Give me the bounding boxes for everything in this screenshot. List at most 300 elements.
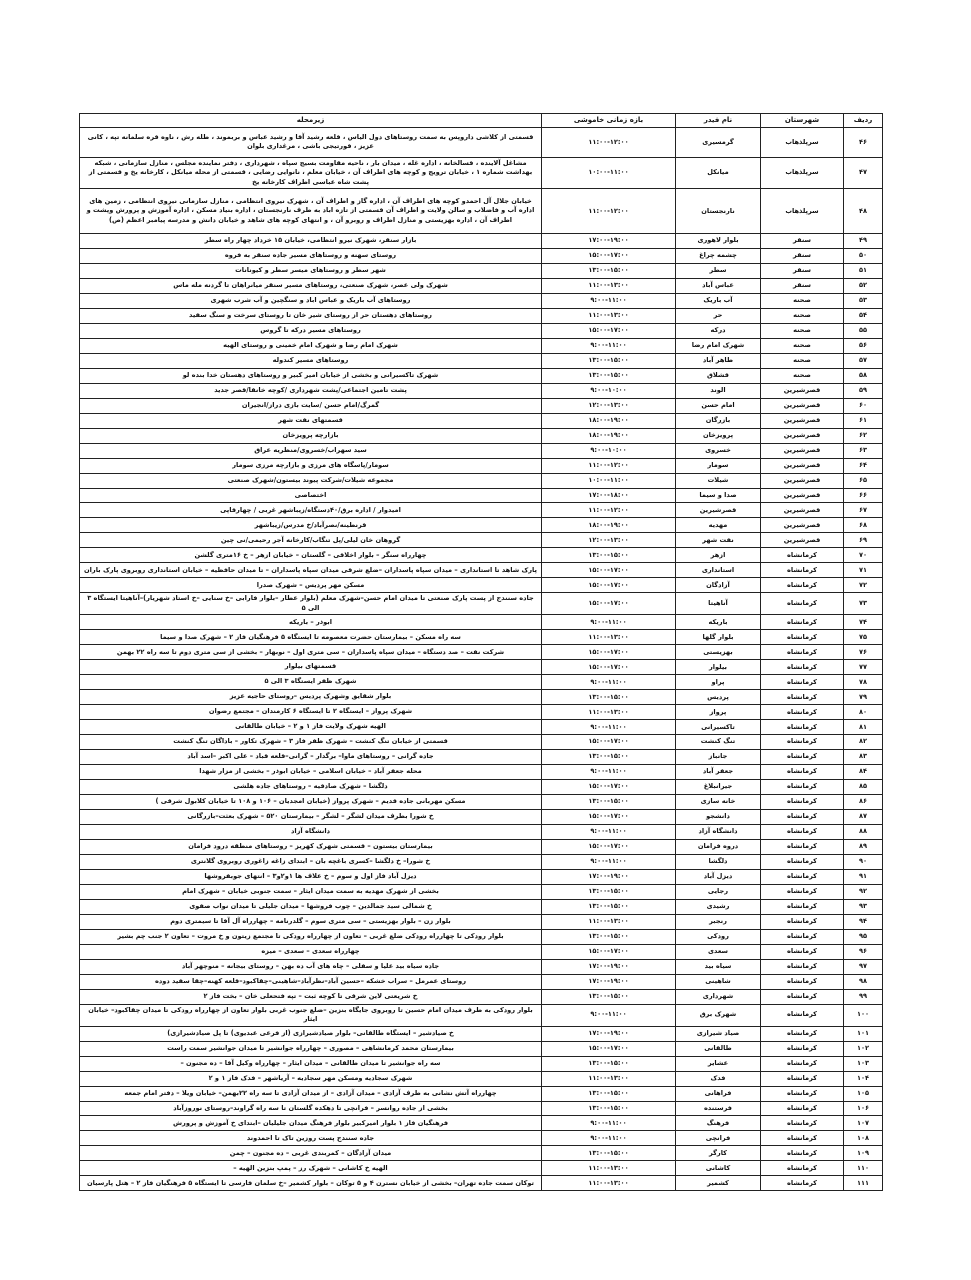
time-window-cell: ۱۵:۰۰-۱۷:۰۰ xyxy=(542,780,676,795)
time-window-cell: ۱۱:۰۰-۱۲:۰۰ xyxy=(542,189,676,234)
row-number-cell: ۹۰ xyxy=(844,854,883,869)
table-row xyxy=(80,705,883,720)
header-area: زیرمحله xyxy=(80,114,542,128)
feeder-cell: شاهینی xyxy=(676,974,761,989)
feeder-cell: جعفر آباد xyxy=(676,765,761,780)
table-row xyxy=(80,1161,883,1176)
row-number-cell: ۸۳ xyxy=(844,750,883,765)
table-row xyxy=(80,413,883,428)
table-row xyxy=(80,383,883,398)
feeder-cell: پرواز xyxy=(676,705,761,720)
table-row xyxy=(80,473,883,488)
time-window-cell: ۱۲:۰۰-۱۳:۰۰ xyxy=(542,533,676,548)
time-window-cell: ۹:۰۰-۱۱:۰۰ xyxy=(542,824,676,839)
time-window-cell: ۱۳:۰۰-۱۵:۰۰ xyxy=(542,884,676,899)
row-number-cell: ۴۷ xyxy=(844,157,883,189)
area-cell: بلوار شقایق وشهرک پردیس –روستای حاجیه عزیز xyxy=(80,690,542,705)
outage-table xyxy=(79,113,883,1191)
city-cell: کرمانشاه xyxy=(761,1176,844,1191)
city-cell: کرمانشاه xyxy=(761,660,844,675)
city-cell: سرپلذهاب xyxy=(761,189,844,234)
time-window-cell: ۱۱:۰۰-۱۳:۰۰ xyxy=(542,278,676,293)
city-cell: کرمانشاه xyxy=(761,959,844,974)
city-cell: کرمانشاه xyxy=(761,615,844,630)
table-row xyxy=(80,1041,883,1056)
feeder-cell: ازهر xyxy=(676,548,761,563)
area-cell: خ صیادشیر – ایستگاه طالقانی– بلوار صیادشیرازی (از فرعی عبدیوی) تا پل صیادشیرازی) xyxy=(80,1026,542,1041)
area-cell: جاده سنندج پست روزین تاک تا احمدوند xyxy=(80,1131,542,1146)
time-window-cell: ۱۱:۰۰-۱۳:۰۰ xyxy=(542,1071,676,1086)
time-window-cell: ۱۷:۰۰-۱۹:۰۰ xyxy=(542,869,676,884)
area-cell: روستای سهنه و روستاهای مسیر جاده سنقر به فروه xyxy=(80,249,542,264)
area-cell: شهرک تاکسیرانی و بخشی از خیابان امیر کبیر و روستاهای دهستان خدا بنده لو xyxy=(80,368,542,383)
feeder-cell: کشمیر xyxy=(676,1176,761,1191)
row-number-cell: ۶۶ xyxy=(844,488,883,503)
area-cell: الهیه شهرک ولایت فاز ۱ و ۲ – خیابان طالقانی xyxy=(80,720,542,735)
time-window-cell: ۱۵:۰۰-۱۷:۰۰ xyxy=(542,593,676,615)
header-time-window: بازه زمانی خاموشی xyxy=(542,114,676,128)
area-cell: روستاهای آب باریک و عباس اباد و سنگچین و آب شرب شهری xyxy=(80,293,542,308)
feeder-cell: قشلاق xyxy=(676,368,761,383)
feeder-cell: دروه فرامان xyxy=(676,839,761,854)
feeder-cell: سطر xyxy=(676,263,761,278)
time-window-cell: ۱۵:۰۰-۱۷:۰۰ xyxy=(542,660,676,675)
table-row xyxy=(80,1131,883,1146)
feeder-cell: سعدی xyxy=(676,944,761,959)
table-row xyxy=(80,1116,883,1131)
city-cell: قصرشیرین xyxy=(761,383,844,398)
table-row xyxy=(80,765,883,780)
row-number-cell: ۹۳ xyxy=(844,899,883,914)
row-number-cell: ۹۶ xyxy=(844,944,883,959)
table-row xyxy=(80,1086,883,1101)
feeder-cell: خسروی xyxy=(676,443,761,458)
time-window-cell: ۱۷:۰۰-۱۸:۰۰ xyxy=(542,488,676,503)
city-cell: کرمانشاه xyxy=(761,1131,844,1146)
city-cell: کرمانشاه xyxy=(761,1026,844,1041)
feeder-cell: فدک xyxy=(676,1071,761,1086)
time-window-cell: ۹:۰۰-۱۱:۰۰ xyxy=(542,1004,676,1026)
feeder-cell: تاکسیرانی xyxy=(676,720,761,735)
time-window-cell: ۹:۰۰-۱۱:۰۰ xyxy=(542,615,676,630)
city-cell: کرمانشاه xyxy=(761,750,844,765)
feeder-cell: جیرانبلاغ xyxy=(676,780,761,795)
area-cell: سید سهراب/خسروی/منظریه عراق xyxy=(80,443,542,458)
city-cell: قصرشیرین xyxy=(761,458,844,473)
feeder-cell: تنگ کنشت xyxy=(676,735,761,750)
city-cell: کرمانشاه xyxy=(761,1041,844,1056)
table-row xyxy=(80,959,883,974)
feeder-cell: سومار xyxy=(676,458,761,473)
city-cell: قصرشیرین xyxy=(761,488,844,503)
time-window-cell: ۱۱:۰۰-۱۳:۰۰ xyxy=(542,308,676,323)
area-cell: قسمتهای نفت شهر xyxy=(80,413,542,428)
area-cell: چهارراه سعدی – سعدی – میزه xyxy=(80,944,542,959)
area-cell: توکان سمت جاده تهران– بخشی از خیابان نسترن ۴ و ۵ توکان – بلوار کشمیر –خ سلمان فارسی تا ایستگاه ۵ فرهنگیان فاز ۲ – هتل پارسیان xyxy=(80,1176,542,1191)
row-number-cell: ۶۳ xyxy=(844,443,883,458)
table-row xyxy=(80,249,883,264)
area-cell: شهرک سجادیه ومسکن مهر سجادیه – آریاشهر – فدک فاز ۱ و ۲ xyxy=(80,1071,542,1086)
time-window-cell: ۱۵:۰۰-۱۷:۰۰ xyxy=(542,323,676,338)
table-row xyxy=(80,1026,883,1041)
table-row xyxy=(80,854,883,869)
feeder-cell: نفت شهر xyxy=(676,533,761,548)
feeder-cell: نارنجستان xyxy=(676,189,761,234)
feeder-cell: عشایر xyxy=(676,1056,761,1071)
row-number-cell: ۷۷ xyxy=(844,660,883,675)
time-window-cell: ۱۰:۰۰-۱۱:۰۰ xyxy=(542,157,676,189)
row-number-cell: ۹۲ xyxy=(844,884,883,899)
city-cell: صحنه xyxy=(761,338,844,353)
city-cell: کرمانشاه xyxy=(761,1071,844,1086)
area-cell: قسمتهای بیلوار xyxy=(80,660,542,675)
row-number-cell: ۱۰۴ xyxy=(844,1071,883,1086)
table-row xyxy=(80,458,883,473)
table-row xyxy=(80,308,883,323)
area-cell: الهیه خ کاشانی – شهرک رز – پمپ بنزین الهیه – xyxy=(80,1161,542,1176)
time-window-cell: ۱۵:۰۰-۱۷:۰۰ xyxy=(542,578,676,593)
feeder-cell: رجایی xyxy=(676,884,761,899)
city-cell: قصرشیرین xyxy=(761,518,844,533)
table-row xyxy=(80,929,883,944)
row-number-cell: ۶۷ xyxy=(844,503,883,518)
time-window-cell: ۱۱:۰۰-۱۲:۰۰ xyxy=(542,128,676,158)
area-cell: شهرک ظفر ایستگاه ۳ الی ۵ xyxy=(80,675,542,690)
area-cell: خ شمالی سید جمالدین – چوب فروشها – میدان جلیلی تا میدان نواب صفوی xyxy=(80,899,542,914)
row-number-cell: ۸۹ xyxy=(844,839,883,854)
time-window-cell: ۹:۰۰-۱۱:۰۰ xyxy=(542,338,676,353)
time-window-cell: ۱۸:۰۰-۱۹:۰۰ xyxy=(542,518,676,533)
table-row xyxy=(80,615,883,630)
table-row xyxy=(80,503,883,518)
time-window-cell: ۱۳:۰۰-۱۵:۰۰ xyxy=(542,1086,676,1101)
table-row xyxy=(80,824,883,839)
city-cell: کرمانشاه xyxy=(761,1086,844,1101)
header-row-number: ردیف xyxy=(844,114,883,128)
feeder-cell: جانباز xyxy=(676,750,761,765)
area-cell: مشاغل آلاینده ، قسالخانه ، اداره غله ، میدان بار ، ناحیه مقاومت بسیج سپاه ، شهرداری ، دفتر نماینده مجلس ، منازل سازمانی ، شبکه بهداشت شماره ۱ ، خیابان ترویج و کوچه های اطراف آن ، خیابان معلم ، نانوایی رضایی ، قسمتی از محله میانکل ، کارخانه یخ و قسمتی از پشت شاه عباسی اطراف کارخانه یخ xyxy=(80,157,542,189)
feeder-cell: صدا و سیما xyxy=(676,488,761,503)
area-cell: قسمتی از کلاشی داروپس به سمت روستاهای دول الیاس ، قلعه رشید آقا و رشید عباس و بربموند ، طله رش ، ناوه قره سلمانه تپه ، کانی عزیز ، قورتیجی باشی ، مرغداری بلوان xyxy=(80,128,542,158)
city-cell: کرمانشاه xyxy=(761,1056,844,1071)
feeder-cell: خانه سازی xyxy=(676,795,761,810)
city-cell: صحنه xyxy=(761,293,844,308)
area-cell: شهر سطر و روستاهای میسر سطر و کیونانات xyxy=(80,263,542,278)
row-number-cell: ۶۵ xyxy=(844,473,883,488)
area-cell: جاده سنندج از پست پارک صنعتی تا میدان امام حسن–شهرک معلم (بلوار عطار –بلوار فارابی –خ سنایی –خ استاد شهریار)–آناهیتا ایستگاه ۳ الی ۵ xyxy=(80,593,542,615)
table-row xyxy=(80,293,883,308)
city-cell: کرمانشاه xyxy=(761,1161,844,1176)
time-window-cell: ۱۱:۰۰-۱۳:۰۰ xyxy=(542,1161,676,1176)
row-number-cell: ۱۰۲ xyxy=(844,1041,883,1056)
row-number-cell: ۱۰۰ xyxy=(844,1004,883,1026)
row-number-cell: ۹۷ xyxy=(844,959,883,974)
table-row xyxy=(80,645,883,660)
city-cell: کرمانشاه xyxy=(761,1004,844,1026)
table-row xyxy=(80,323,883,338)
feeder-cell: بیلوار xyxy=(676,660,761,675)
feeder-cell: درکه xyxy=(676,323,761,338)
time-window-cell: ۱۳:۰۰-۱۵:۰۰ xyxy=(542,353,676,368)
city-cell: قصرشیرین xyxy=(761,413,844,428)
area-cell: دیزل آباد فاز اول و سوم – خ علاف ها ۱و۲و۳ – انتهای جوبفروشها xyxy=(80,869,542,884)
time-window-cell: ۱۸:۰۰-۱۹:۰۰ xyxy=(542,413,676,428)
area-cell: روستای عمرمل – سراب خشکه –حسین آباد–نظرآباد–شاهینی–چقاکبود–قلعه کهنه–چقا سفید دوده xyxy=(80,974,542,989)
table-row xyxy=(80,675,883,690)
table-row xyxy=(80,593,883,615)
table-row xyxy=(80,720,883,735)
row-number-cell: ۸۴ xyxy=(844,765,883,780)
row-number-cell: ۵۰ xyxy=(844,249,883,264)
row-number-cell: ۷۵ xyxy=(844,630,883,645)
feeder-cell: دلگشا xyxy=(676,854,761,869)
city-cell: کرمانشاه xyxy=(761,914,844,929)
area-cell: سومار/پاسگاه های مرزی و بازارچه مرزی سومار xyxy=(80,458,542,473)
time-window-cell: ۱۱:۰۰-۱۳:۰۰ xyxy=(542,630,676,645)
row-number-cell: ۷۰ xyxy=(844,548,883,563)
city-cell: کرمانشاه xyxy=(761,974,844,989)
time-window-cell: ۹:۰۰-۱۱:۰۰ xyxy=(542,1116,676,1131)
row-number-cell: ۷۱ xyxy=(844,563,883,578)
city-cell: کرمانشاه xyxy=(761,690,844,705)
table-row xyxy=(80,944,883,959)
city-cell: کرمانشاه xyxy=(761,944,844,959)
row-number-cell: ۵۹ xyxy=(844,383,883,398)
table-row xyxy=(80,914,883,929)
city-cell: کرمانشاه xyxy=(761,989,844,1004)
city-cell: کرمانشاه xyxy=(761,1146,844,1161)
area-cell: پارک شاهد تا استانداری – میدان سپاه پاسداران –ضلع شرقی میدان سپاه پاسداران – تا میدان حافظیه – خیابان استانداری روبروی پارک باران xyxy=(80,563,542,578)
table-row xyxy=(80,809,883,824)
table-row xyxy=(80,1071,883,1086)
time-window-cell: ۱۵:۰۰-۱۷:۰۰ xyxy=(542,735,676,750)
time-window-cell: ۹:۰۰-۱۱:۰۰ xyxy=(542,720,676,735)
feeder-cell: آب باریک xyxy=(676,293,761,308)
table-row xyxy=(80,839,883,854)
area-cell: بلوار زن – بلوار بهزیستی – سی متری سوم – گلدرنامه – چهارراه آل آقا تا سیمتری دوم xyxy=(80,914,542,929)
feeder-cell: مهدیه xyxy=(676,518,761,533)
feeder-cell: دانشجو xyxy=(676,809,761,824)
feeder-cell: قصرشیرین xyxy=(676,503,761,518)
city-cell: قصرشیرین xyxy=(761,503,844,518)
time-window-cell: ۱۰:۰۰-۱۱:۰۰ xyxy=(542,473,676,488)
table-row xyxy=(80,1146,883,1161)
city-cell: سنقر xyxy=(761,263,844,278)
time-window-cell: ۱۵:۰۰-۱۷:۰۰ xyxy=(542,249,676,264)
feeder-cell: میانکل xyxy=(676,157,761,189)
table-row xyxy=(80,189,883,234)
time-window-cell: ۱۳:۰۰-۱۵:۰۰ xyxy=(542,1056,676,1071)
table-row xyxy=(80,428,883,443)
time-window-cell: ۹:۰۰-۱۱:۰۰ xyxy=(542,854,676,869)
table-row xyxy=(80,884,883,899)
table-row xyxy=(80,869,883,884)
city-cell: کرمانشاه xyxy=(761,884,844,899)
feeder-cell: امام حسن xyxy=(676,398,761,413)
table-row xyxy=(80,488,883,503)
city-cell: صحنه xyxy=(761,308,844,323)
table-row xyxy=(80,750,883,765)
time-window-cell: ۱۱:۰۰-۱۲:۰۰ xyxy=(542,458,676,473)
row-number-cell: ۱۰۷ xyxy=(844,1116,883,1131)
row-number-cell: ۴۶ xyxy=(844,128,883,158)
city-cell: کرمانشاه xyxy=(761,765,844,780)
area-cell: بازارچه پرویزخان xyxy=(80,428,542,443)
row-number-cell: ۸۱ xyxy=(844,720,883,735)
city-cell: قصرشیرین xyxy=(761,428,844,443)
row-number-cell: ۱۰۳ xyxy=(844,1056,883,1071)
feeder-cell: بلوار گلها xyxy=(676,630,761,645)
row-number-cell: ۱۰۶ xyxy=(844,1101,883,1116)
time-window-cell: ۱۷:۰۰-۱۹:۰۰ xyxy=(542,1026,676,1041)
table-row xyxy=(80,690,883,705)
table-row xyxy=(80,1056,883,1071)
area-cell: اختصاصی xyxy=(80,488,542,503)
city-cell: کرمانشاه xyxy=(761,929,844,944)
feeder-cell: فرانچی xyxy=(676,1131,761,1146)
row-number-cell: ۶۲ xyxy=(844,428,883,443)
feeder-cell: حر xyxy=(676,308,761,323)
city-cell: کرمانشاه xyxy=(761,809,844,824)
table-row xyxy=(80,548,883,563)
area-cell: شهرک پرواز – ایستگاه ۲ تا ایستگاه ۶ کارمندان – مجتمع رضوان xyxy=(80,705,542,720)
table-row xyxy=(80,735,883,750)
row-number-cell: ۱۱۰ xyxy=(844,1161,883,1176)
city-cell: کرمانشاه xyxy=(761,1116,844,1131)
area-cell: مسکن مهر پردیس – شهرک صدرا xyxy=(80,578,542,593)
area-cell: بخشی از جاده روانسر – فرانچی تا دهکده گلستان تا سه راه گراوند–روستای نوروزآباد xyxy=(80,1101,542,1116)
city-cell: کرمانشاه xyxy=(761,735,844,750)
area-cell: قسمتی از خیابان تنگ کنشت – شهرک ظفر فاز ۳ – شهرک تکاور – باداگان تنگ کنشت xyxy=(80,735,542,750)
table-row xyxy=(80,368,883,383)
row-number-cell: ۷۴ xyxy=(844,615,883,630)
table-row xyxy=(80,518,883,533)
header-city: شهرستان xyxy=(761,114,844,128)
area-cell: بیمارستان بیستون – قسمتی شهرک کهریز – روستاهای منطقه درود فرامان xyxy=(80,839,542,854)
time-window-cell: ۱۳:۰۰-۱۵:۰۰ xyxy=(542,989,676,1004)
city-cell: سرپلذهاب xyxy=(761,128,844,158)
feeder-cell: آناهیتا xyxy=(676,593,761,615)
time-window-cell: ۱۳:۰۰-۱۵:۰۰ xyxy=(542,548,676,563)
city-cell: قصرشیرین xyxy=(761,533,844,548)
table-row xyxy=(80,1004,883,1026)
table-row xyxy=(80,338,883,353)
row-number-cell: ۵۶ xyxy=(844,338,883,353)
table-row xyxy=(80,795,883,810)
time-window-cell: ۹:۰۰-۱۰:۰۰ xyxy=(542,443,676,458)
area-cell: بازار سنقر، شهرک نیرو انتظامی، خیابان ۱۵ خرداد چهار راه سطر xyxy=(80,234,542,249)
header-feeder: نام فیدر xyxy=(676,114,761,128)
feeder-cell: باریکه xyxy=(676,615,761,630)
row-number-cell: ۷۲ xyxy=(844,578,883,593)
area-cell: شهرک ولی عصر، شهرک صنعتی، روستاهای مسیر سنقر میانراهان تا گردنه مله ماس xyxy=(80,278,542,293)
city-cell: کرمانشاه xyxy=(761,795,844,810)
outage-schedule-document xyxy=(79,113,882,1191)
table-row xyxy=(80,278,883,293)
feeder-cell: طالقانی xyxy=(676,1041,761,1056)
area-cell: دلگشا – شهرک صادقیه – روستاهای جاده هلشی xyxy=(80,780,542,795)
time-window-cell: ۱۵:۰۰-۱۷:۰۰ xyxy=(542,809,676,824)
area-cell: چهارراه آتش نشانی به طرف آزادی – میدان آزادی – از میدان آزادی تا سه راه ۲۲بهمن– خیابان ویلا – دفتر امام جمعه xyxy=(80,1086,542,1101)
row-number-cell: ۸۲ xyxy=(844,735,883,750)
area-cell: دانشگاه آزاد xyxy=(80,824,542,839)
city-cell: قصرشیرین xyxy=(761,473,844,488)
city-cell: کرمانشاه xyxy=(761,630,844,645)
row-number-cell: ۷۶ xyxy=(844,645,883,660)
area-cell: سه راه جوانشیر تا میدان طالقانی – میدان ایثار – چهارراه وکیل آقا – ده مجنون – xyxy=(80,1056,542,1071)
city-cell: قصرشیرین xyxy=(761,443,844,458)
row-number-cell: ۵۷ xyxy=(844,353,883,368)
row-number-cell: ۸۷ xyxy=(844,809,883,824)
area-cell: چهارراه سنگر – بلوار اخلاقی – گلستان – خیابان ازهر – خ ۱۶متری گلشن xyxy=(80,548,542,563)
table-row xyxy=(80,989,883,1004)
row-number-cell: ۴۹ xyxy=(844,234,883,249)
time-window-cell: ۹:۰۰-۱۱:۰۰ xyxy=(542,765,676,780)
row-number-cell: ۵۵ xyxy=(844,323,883,338)
row-number-cell: ۱۰۹ xyxy=(844,1146,883,1161)
table-row xyxy=(80,128,883,158)
time-window-cell: ۱۱:۰۰-۱۳:۰۰ xyxy=(542,914,676,929)
time-window-cell: ۱۸:۰۰-۱۹:۰۰ xyxy=(542,428,676,443)
row-number-cell: ۹۹ xyxy=(844,989,883,1004)
area-cell: خ شورا بطرف میدان لشگر – لشگر – بیمارستان ۵۲۰ – شهرک بعثت–بازرگانی xyxy=(80,809,542,824)
area-cell: جاده گرانی – روستاهای ماوا– برگدار – گرانی–قلعه قباد – علی اکبر –اسد آباد xyxy=(80,750,542,765)
city-cell: کرمانشاه xyxy=(761,869,844,884)
table-row xyxy=(80,899,883,914)
city-cell: سنقر xyxy=(761,234,844,249)
table-row xyxy=(80,263,883,278)
row-number-cell: ۱۰۸ xyxy=(844,1131,883,1146)
feeder-cell: عباس آباد xyxy=(676,278,761,293)
feeder-cell: کاشانی xyxy=(676,1161,761,1176)
feeder-cell: شهرک امام رضا xyxy=(676,338,761,353)
time-window-cell: ۱۳:۰۰-۱۵:۰۰ xyxy=(542,263,676,278)
row-number-cell: ۸۶ xyxy=(844,795,883,810)
time-window-cell: ۱۵:۰۰-۱۷:۰۰ xyxy=(542,563,676,578)
time-window-cell: ۱۳:۰۰-۱۵:۰۰ xyxy=(542,1146,676,1161)
area-cell: بیمارستان محمد کرمانشاهی – مصوری – چهارراه جوانشیر تا میدان جوانشیر سمت راست xyxy=(80,1041,542,1056)
row-number-cell: ۶۹ xyxy=(844,533,883,548)
area-cell: مسکن مهربانی جاده قدیم – شهرک پرواز (خیابان امجدیان – ۱۰۶ و ۱۰۸ تا خیابان کلابول شرقی ) xyxy=(80,795,542,810)
area-cell: گروهان خان لیلی/پل تنگاب/کارخانه آجر رحیمی/نی چین xyxy=(80,533,542,548)
city-cell: صحنه xyxy=(761,323,844,338)
time-window-cell: ۱۷:۰۰-۱۹:۰۰ xyxy=(542,974,676,989)
row-number-cell: ۶۸ xyxy=(844,518,883,533)
feeder-cell: استانداری xyxy=(676,563,761,578)
city-cell: صحنه xyxy=(761,353,844,368)
table-row xyxy=(80,630,883,645)
table-row xyxy=(80,443,883,458)
area-cell: شرکت نفت – صد دستگاه – میدان سپاه پاسداران – سی متری اول – نوبهار – بخشی از سی متری دوم تا سه راه ۲۲ بهمن xyxy=(80,645,542,660)
city-cell: کرمانشاه xyxy=(761,1101,844,1116)
table-header-row xyxy=(80,114,883,128)
area-cell: فرهنگیان فاز ۱ بلوار امیرکبیر بلوار فرهنگ میدان جلیلیان –ابتدای خ آموزش و پرورش xyxy=(80,1116,542,1131)
row-number-cell: ۵۲ xyxy=(844,278,883,293)
time-window-cell: ۱۷:۰۰-۱۹:۰۰ xyxy=(542,234,676,249)
city-cell: کرمانشاه xyxy=(761,563,844,578)
area-cell: گمرگ/امام حسن /سایت بازی دراز/انجیران xyxy=(80,398,542,413)
feeder-cell: صیاد شیرازی xyxy=(676,1026,761,1041)
feeder-cell: سیاه بید xyxy=(676,959,761,974)
table-row xyxy=(80,578,883,593)
row-number-cell: ۵۸ xyxy=(844,368,883,383)
feeder-cell: رشیدی xyxy=(676,899,761,914)
feeder-cell: رنجبر xyxy=(676,914,761,929)
city-cell: سرپلذهاب xyxy=(761,157,844,189)
row-number-cell: ۹۸ xyxy=(844,974,883,989)
city-cell: کرمانشاه xyxy=(761,854,844,869)
feeder-cell: فراهانی xyxy=(676,1086,761,1101)
